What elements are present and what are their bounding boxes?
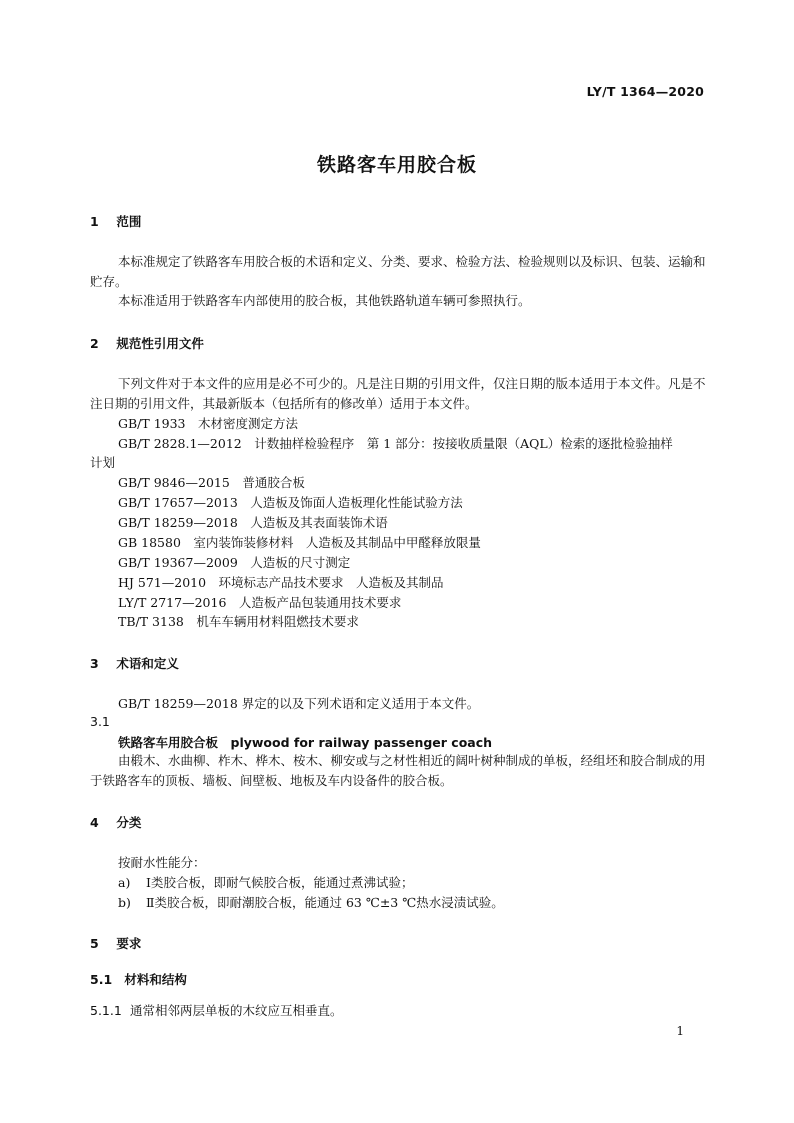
section-number: 2	[90, 336, 99, 351]
page-title: 铁路客车用胶合板	[316, 154, 477, 176]
term-definition: 由椴木、水曲柳、柞木、桦木、桉木、柳安或与之材性相近的阔叶树种制成的单板，经组坯和胶合制成的用于铁路客车的顶板、墙板、间壁板、地板及车内设备件的胶合板。	[90, 753, 706, 788]
section-3-intro: GB/T 18259—2018 界定的以及下列术语和定义适用于本文件。	[118, 696, 480, 711]
section-2-intro: 下列文件对于本文件的应用是必不可少的。凡是注日期的引用文件，仅注日期的版本适用于本文件。凡是不注日期的引用文件，其最新版本（包括所有的修改单）适用于本文件。	[90, 376, 706, 411]
clause-number: 5.1.1	[90, 1003, 122, 1018]
section-title: 规范性引用文件	[116, 336, 204, 351]
reference-item: GB 18580 室内装饰装修材料 人造板及其制品中甲醛释放限量	[118, 535, 481, 550]
section-2-heading	[90, 334, 204, 352]
section-1-paragraph-1: 本标准规定了铁路客车用胶合板的术语和定义、分类、要求、检验方法、检验规则以及标识、包装、运输和贮存。	[90, 254, 706, 289]
reference-item: GB/T 18259—2018 人造板及其表面装饰术语	[118, 515, 388, 530]
subsection-title: 材料和结构	[124, 972, 187, 987]
reference-item: GB/T 19367—2009 人造板的尺寸测定	[118, 555, 351, 570]
section-title: 要求	[116, 936, 142, 951]
list-item	[118, 873, 413, 891]
reference-item: GB/T 2828.1—2012 计数抽样检验程序 第 1 部分：按接收质量限（AQL）检索的逐批检验抽样	[118, 436, 673, 451]
list-item-text: Ⅱ类胶合板，即耐潮胶合板，能通过 63 ℃±3 ℃热水浸渍试验。	[146, 895, 504, 910]
reference-item: GB/T 9846—2015 普通胶合板	[118, 475, 305, 490]
section-4-heading	[90, 813, 141, 831]
section-title: 术语和定义	[116, 656, 179, 671]
clause-5-1-1	[90, 1001, 343, 1019]
list-item-label: a)	[118, 875, 131, 890]
section-3-heading	[90, 654, 179, 672]
subsection-5-1-heading	[90, 970, 187, 988]
section-1-heading	[90, 212, 141, 230]
list-item	[118, 893, 504, 911]
section-5-heading	[90, 934, 141, 952]
list-item-label: b)	[118, 895, 131, 910]
section-title: 范围	[116, 214, 142, 229]
reference-item: HJ 571—2010 环境标志产品技术要求 人造板及其制品	[118, 575, 444, 590]
list-item-text: Ⅰ类胶合板，即耐气候胶合板，能通过煮沸试验；	[146, 875, 414, 890]
section-title: 分类	[116, 815, 142, 830]
reference-item: GB/T 17657—2013 人造板及饰面人造板理化性能试验方法	[118, 495, 463, 510]
section-number: 5	[90, 936, 99, 951]
term-number: 3.1	[90, 714, 110, 729]
clause-text: 通常相邻两层单板的木纹应互相垂直。	[130, 1003, 343, 1018]
section-1-paragraph-2: 本标准适用于铁路客车内部使用的胶合板，其他铁路轨道车辆可参照执行。	[118, 293, 531, 308]
section-number: 4	[90, 815, 99, 830]
standard-code: LY/T 1364—2020	[586, 84, 704, 99]
page-number: 1	[676, 1024, 684, 1038]
section-number: 1	[90, 214, 99, 229]
subsection-number: 5.1	[90, 972, 113, 987]
reference-item-continuation: 计划	[90, 455, 116, 470]
reference-item: LY/T 2717—2016 人造板产品包装通用技术要求	[118, 595, 402, 610]
reference-item: TB/T 3138 机车车辆用材料阻燃技术要求	[118, 614, 359, 629]
term-heading: 铁路客车用胶合板 plywood for railway passenger coach	[118, 735, 493, 750]
section-4-intro: 按耐水性能分：	[118, 855, 206, 870]
section-number: 3	[90, 656, 99, 671]
reference-item: GB/T 1933 木材密度测定方法	[118, 416, 299, 431]
